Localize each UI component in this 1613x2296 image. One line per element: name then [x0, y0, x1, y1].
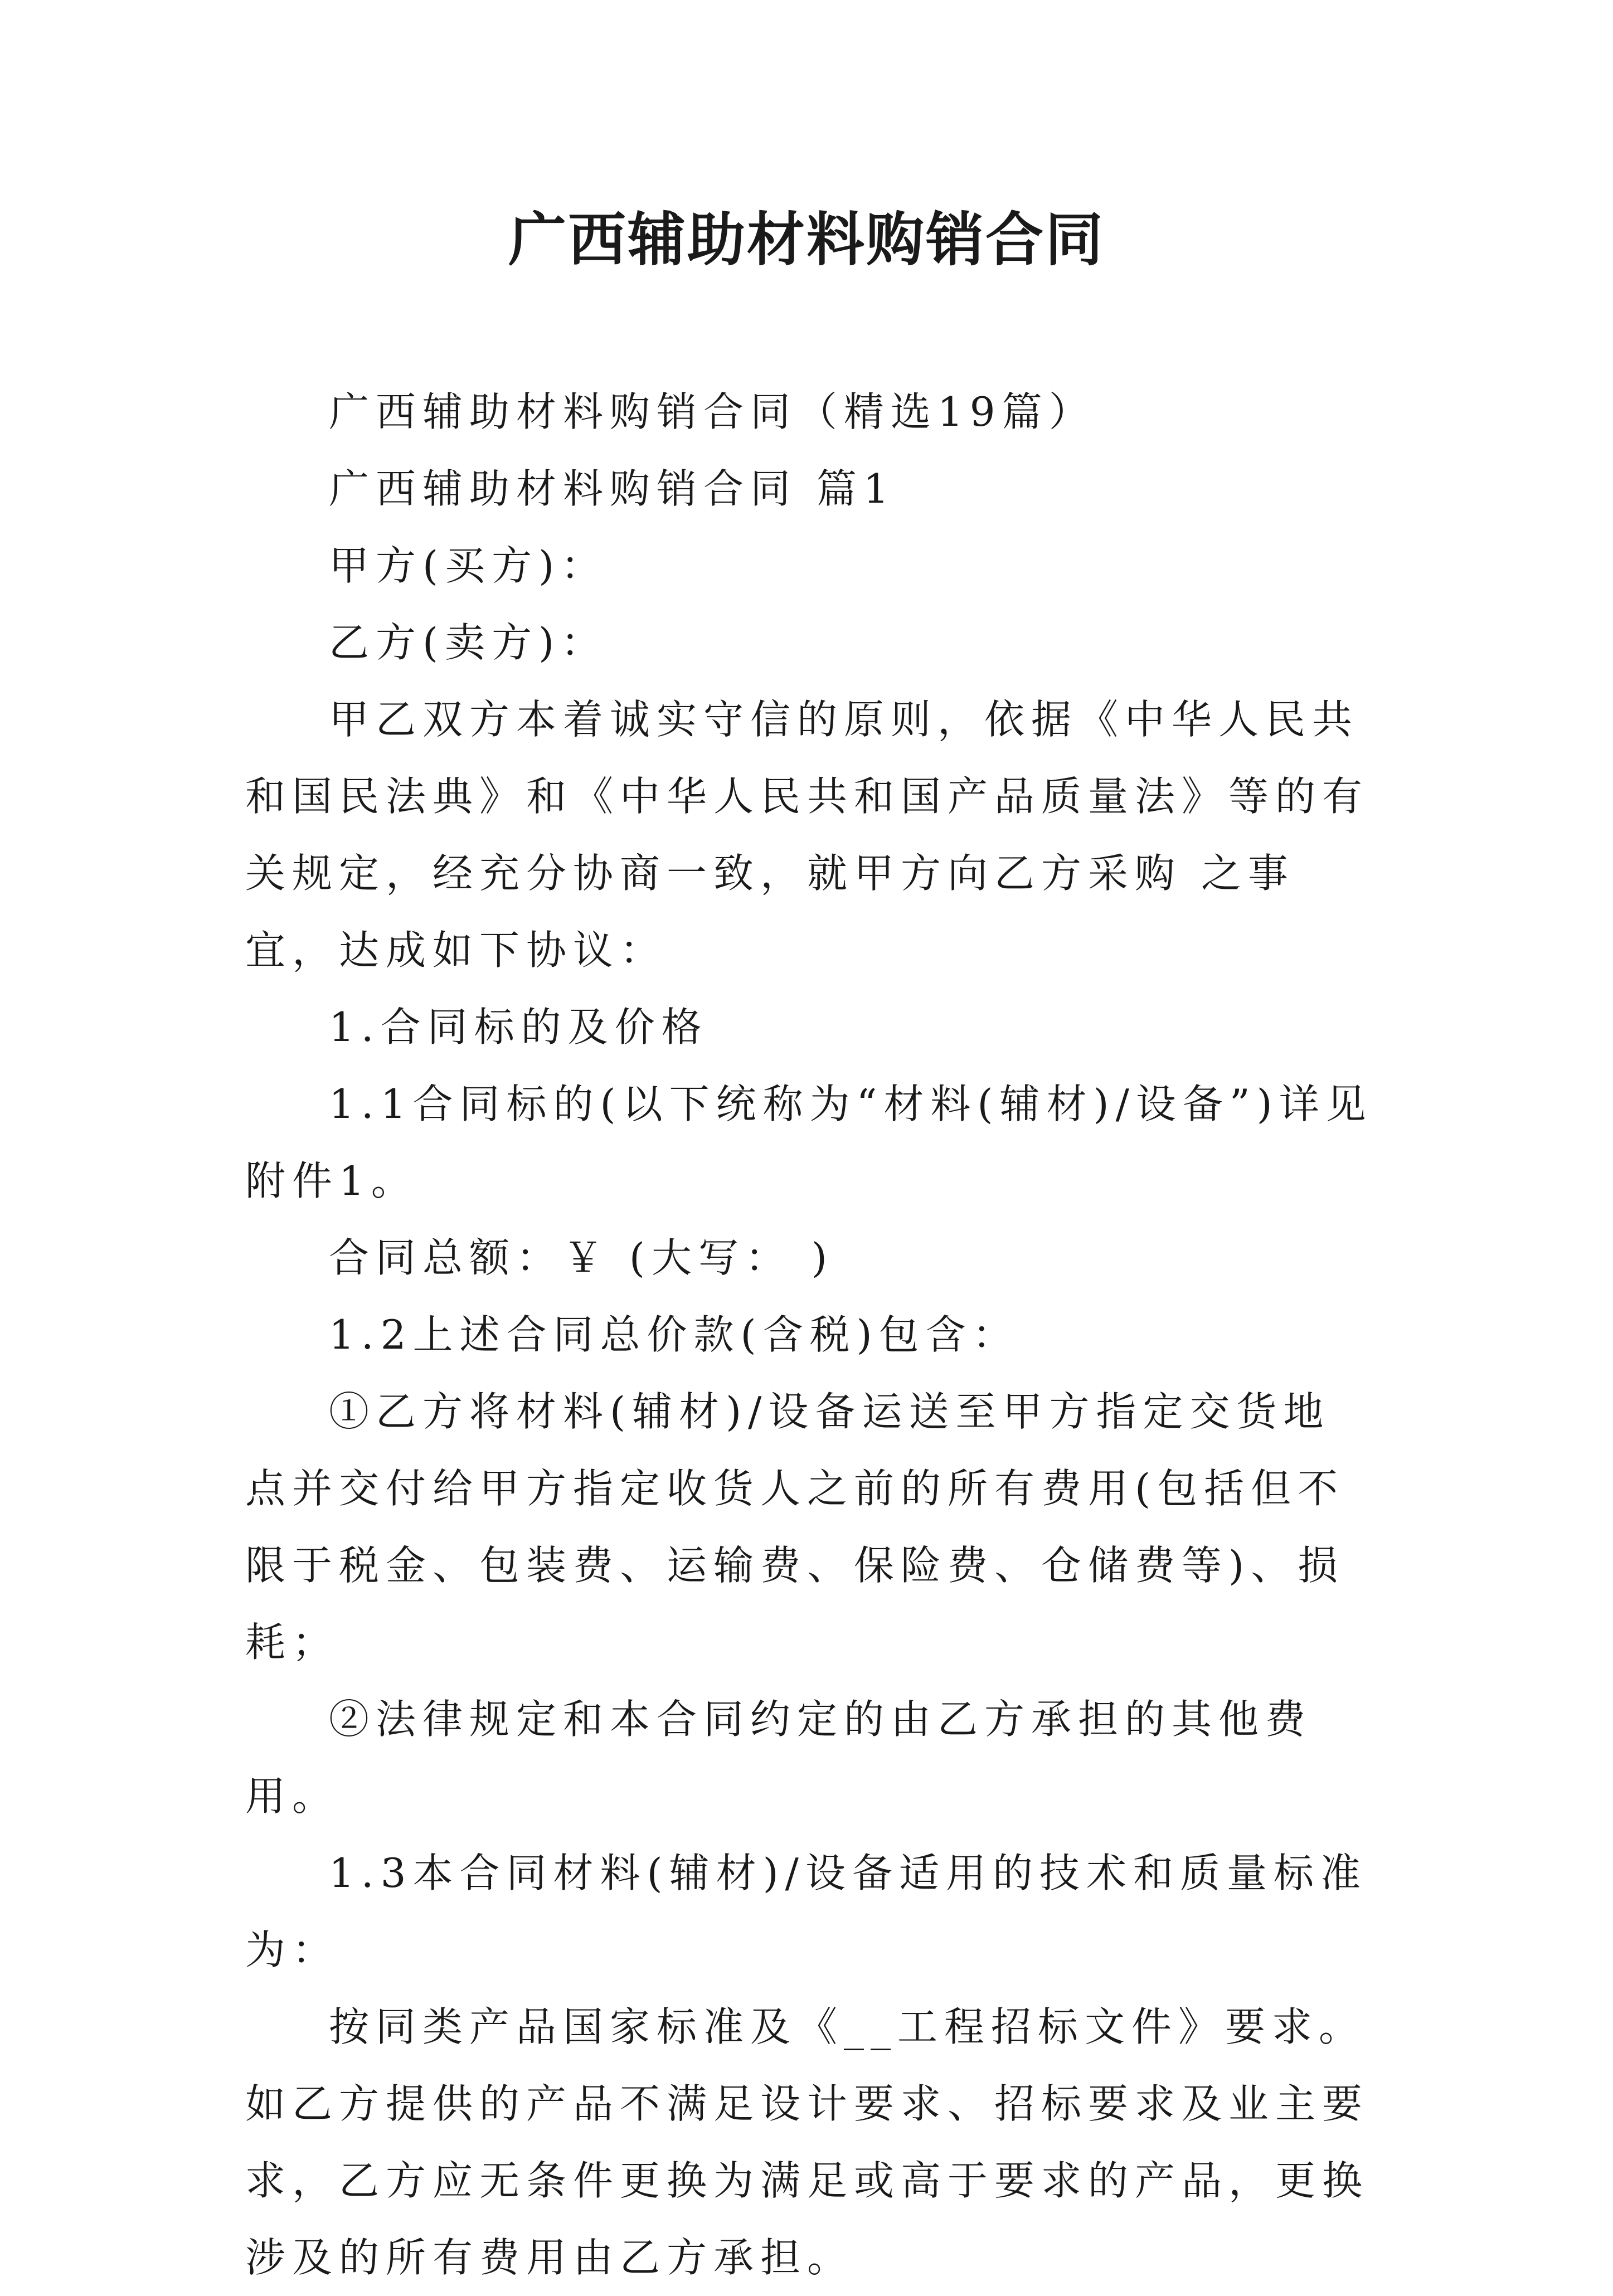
paragraph-item-2: ②法律规定和本合同约定的由乙方承担的其他费用。	[245, 1696, 1313, 1820]
paragraph-clause-1-2: 1.2上述合同总价款(含税)包含：	[329, 1311, 1019, 1358]
paragraph-preamble: 甲乙双方本着诚实守信的原则，依据《中华人民共和国民法典》和《中华人民共和国产品质量法》等的有关规定，经充分协商一致，就甲方向乙方采购 之事宜，达成如下协议：	[245, 696, 1369, 974]
paragraph-clause-1: 1.合同标的及价格	[329, 1004, 708, 1050]
paragraph-clause-1-3: 1.3本合同材料(辅材)/设备适用的技术和质量标准为：	[245, 1850, 1367, 1973]
paragraph-standards: 按同类产品国家标准及《__工程招标文件》要求。如乙方提供的产品不满足设计要求、招标要求及业主要求，乙方应无条件更换为满足或高于要求的产品，更换涉及的所有费用由乙方承担。	[245, 2003, 1369, 2281]
paragraph-party-a: 甲方(买方)：	[329, 542, 608, 589]
paragraph-item-1: ①乙方将材料(辅材)/设备运送至甲方指定交货地点并交付给甲方指定收货人之前的所有费用(包括但不限于税金、包装费、运输费、保险费、仓储费等)、损耗；	[245, 1388, 1345, 1666]
paragraph-section-heading: 广西辅助材料购销合同 篇1	[329, 465, 896, 512]
paragraph-party-b: 乙方(卖方)：	[329, 619, 608, 666]
document-body	[245, 373, 1377, 2296]
paragraph-clause-1-1: 1.1合同标的(以下统称为“材料(辅材)/设备”)详见附件1。	[245, 1081, 1373, 1204]
paragraph-contract-total: 合同总额：￥ (大写： )	[329, 1234, 834, 1281]
paragraph-subtitle: 广西辅助材料购销合同（精选19篇）	[329, 388, 1096, 435]
document-title: 广西辅助材料购销合同	[508, 205, 1105, 274]
